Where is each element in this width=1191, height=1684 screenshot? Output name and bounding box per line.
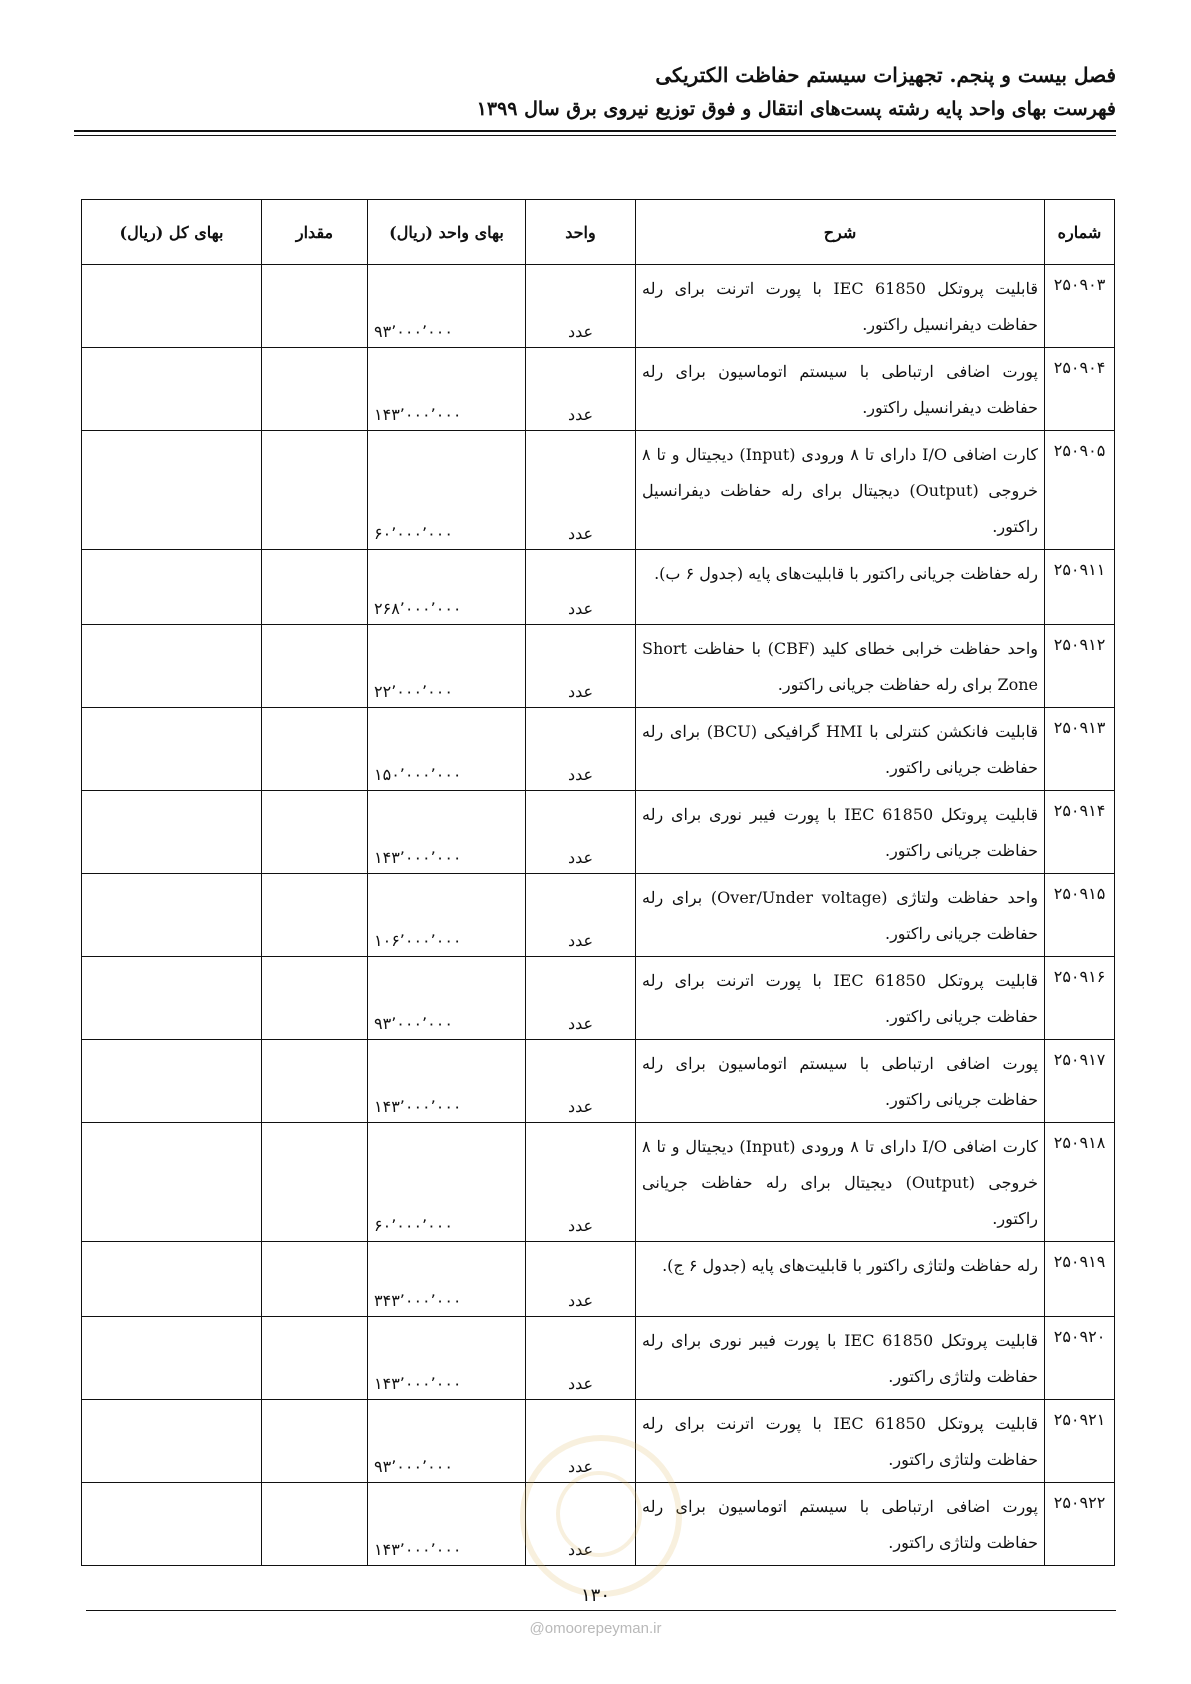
item-code: ۲۵۰۹۰۳: [1045, 265, 1115, 348]
item-quantity: [262, 957, 368, 1040]
item-quantity: [262, 1242, 368, 1317]
item-total-price: [82, 625, 262, 708]
column-header-description: شرح: [636, 200, 1045, 265]
table-row: [82, 431, 1115, 550]
item-description: قابلیت پروتکل IEC 61850 با پورت اترنت برای رله حفاظت ولتاژی راکتور.: [636, 1400, 1045, 1483]
item-quantity: [262, 625, 368, 708]
item-code: ۲۵۰۹۱۸: [1045, 1123, 1115, 1242]
item-unit-price: ۱۰۶٬۰۰۰٬۰۰۰: [368, 874, 526, 957]
item-total-price: [82, 791, 262, 874]
watermark-seal-icon: [520, 1435, 682, 1597]
item-unit: عدد: [526, 550, 636, 625]
item-unit: عدد: [526, 874, 636, 957]
item-description: واحد حفاظت ولتاژی (Over/Under voltage) برای رله حفاظت جریانی راکتور.: [636, 874, 1045, 957]
item-code: ۲۵۰۹۱۵: [1045, 874, 1115, 957]
item-code: ۲۵۰۹۱۲: [1045, 625, 1115, 708]
item-quantity: [262, 708, 368, 791]
item-code: ۲۵۰۹۱۷: [1045, 1040, 1115, 1123]
item-unit: عدد: [526, 1317, 636, 1400]
item-unit-price: ۱۴۳٬۰۰۰٬۰۰۰: [368, 348, 526, 431]
item-quantity: [262, 874, 368, 957]
item-quantity: [262, 1123, 368, 1242]
column-header-code: شماره: [1045, 200, 1115, 265]
table-row: [82, 265, 1115, 348]
item-unit-price: ۱۴۳٬۰۰۰٬۰۰۰: [368, 1317, 526, 1400]
item-description: رله حفاظت ولتاژی راکتور با قابلیت‌های پایه (جدول ۶ ج).: [636, 1242, 1045, 1317]
page-header: [74, 58, 1116, 126]
item-unit-price: ۲۶۸٬۰۰۰٬۰۰۰: [368, 550, 526, 625]
item-unit-price: ۳۴۳٬۰۰۰٬۰۰۰: [368, 1242, 526, 1317]
item-code: ۲۵۰۹۱۶: [1045, 957, 1115, 1040]
item-unit: عدد: [526, 625, 636, 708]
column-header-unit-price: بهای واحد (ریال): [368, 200, 526, 265]
column-header-quantity: مقدار: [262, 200, 368, 265]
item-unit: عدد: [526, 1123, 636, 1242]
table-row: [82, 957, 1115, 1040]
header-rule-thick: [74, 130, 1116, 132]
column-header-unit: واحد: [526, 200, 636, 265]
item-description: پورت اضافی ارتباطی با سیستم اتوماسیون برای رله حفاظت جریانی راکتور.: [636, 1040, 1045, 1123]
item-quantity: [262, 348, 368, 431]
item-description: پورت اضافی ارتباطی با سیستم اتوماسیون برای رله حفاظت دیفرانسیل راکتور.: [636, 348, 1045, 431]
item-unit-price: ۹۳٬۰۰۰٬۰۰۰: [368, 1400, 526, 1483]
item-unit-price: ۱۴۳٬۰۰۰٬۰۰۰: [368, 1040, 526, 1123]
item-total-price: [82, 1123, 262, 1242]
item-description: قابلیت پروتکل IEC 61850 با پورت اترنت برای رله حفاظت جریانی راکتور.: [636, 957, 1045, 1040]
page-number: ۱۳۰: [580, 1585, 610, 1606]
item-unit: عدد: [526, 791, 636, 874]
item-total-price: [82, 708, 262, 791]
item-unit: عدد: [526, 431, 636, 550]
item-unit-price: ۲۲٬۰۰۰٬۰۰۰: [368, 625, 526, 708]
table-row: [82, 550, 1115, 625]
item-quantity: [262, 265, 368, 348]
column-header-total-price: بهای کل (ریال): [82, 200, 262, 265]
item-code: ۲۵۰۹۰۴: [1045, 348, 1115, 431]
item-unit-price: ۶۰٬۰۰۰٬۰۰۰: [368, 431, 526, 550]
document-title: فهرست بهای واحد پایه رشته پست‌های انتقال و فوق توزیع نیروی برق سال ۱۳۹۹: [476, 98, 1116, 120]
item-total-price: [82, 1317, 262, 1400]
watermark-seal-inner: [556, 1471, 642, 1557]
item-description: پورت اضافی ارتباطی با سیستم اتوماسیون برای رله حفاظت ولتاژی راکتور.: [636, 1483, 1045, 1566]
table-row: [82, 708, 1115, 791]
item-unit: عدد: [526, 265, 636, 348]
item-code: ۲۵۰۹۱۴: [1045, 791, 1115, 874]
item-unit-price: ۹۳٬۰۰۰٬۰۰۰: [368, 265, 526, 348]
item-code: ۲۵۰۹۲۱: [1045, 1400, 1115, 1483]
item-description: قابلیت پروتکل IEC 61850 با پورت اترنت برای رله حفاظت دیفرانسیل راکتور.: [636, 265, 1045, 348]
item-total-price: [82, 1040, 262, 1123]
item-quantity: [262, 1400, 368, 1483]
item-unit: عدد: [526, 1483, 636, 1566]
item-description: کارت اضافی I/O دارای تا ۸ ورودی (Input) دیجیتال و تا ۸ خروجی (Output) دیجیتال برای رله حفاظت جریانی راکتور.: [636, 1123, 1045, 1242]
item-total-price: [82, 265, 262, 348]
item-code: ۲۵۰۹۱۱: [1045, 550, 1115, 625]
item-code: ۲۵۰۹۱۹: [1045, 1242, 1115, 1317]
item-unit-price: ۶۰٬۰۰۰٬۰۰۰: [368, 1123, 526, 1242]
item-description: واحد حفاظت خرابی خطای کلید (CBF) با حفاظت Short Zone برای رله حفاظت جریانی راکتور.: [636, 625, 1045, 708]
item-description: قابلیت فانکشن کنترلی با HMI گرافیکی (BCU) برای رله حفاظت جریانی راکتور.: [636, 708, 1045, 791]
item-unit: عدد: [526, 1040, 636, 1123]
item-code: ۲۵۰۹۲۰: [1045, 1317, 1115, 1400]
item-description: کارت اضافی I/O دارای تا ۸ ورودی (Input) دیجیتال و تا ۸ خروجی (Output) دیجیتال برای رله حفاظت دیفرانسیل راکتور.: [636, 431, 1045, 550]
website-watermark: @omoorepeyman.ir: [529, 1620, 662, 1637]
item-code: ۲۵۰۹۰۵: [1045, 431, 1115, 550]
item-unit-price: ۱۵۰٬۰۰۰٬۰۰۰: [368, 708, 526, 791]
item-unit: عدد: [526, 348, 636, 431]
table-row: [82, 1317, 1115, 1400]
item-quantity: [262, 550, 368, 625]
header-rule-thin: [74, 135, 1116, 136]
item-unit-price: ۱۴۳٬۰۰۰٬۰۰۰: [368, 1483, 526, 1566]
item-quantity: [262, 431, 368, 550]
table-row: [82, 1040, 1115, 1123]
item-total-price: [82, 348, 262, 431]
item-total-price: [82, 1242, 262, 1317]
item-description: قابلیت پروتکل IEC 61850 با پورت فیبر نوری برای رله حفاظت جریانی راکتور.: [636, 791, 1045, 874]
table-row: [82, 874, 1115, 957]
item-total-price: [82, 1400, 262, 1483]
footer-rule: [86, 1610, 1116, 1611]
item-unit-price: ۹۳٬۰۰۰٬۰۰۰: [368, 957, 526, 1040]
item-quantity: [262, 1317, 368, 1400]
item-total-price: [82, 1483, 262, 1566]
item-unit: عدد: [526, 957, 636, 1040]
item-description: رله حفاظت جریانی راکتور با قابلیت‌های پایه (جدول ۶ ب).: [636, 550, 1045, 625]
item-unit: عدد: [526, 1242, 636, 1317]
table-header-row: [82, 200, 1115, 265]
item-total-price: [82, 957, 262, 1040]
price-table: [81, 199, 1115, 1566]
table-row: [82, 1123, 1115, 1242]
table-row: [82, 1242, 1115, 1317]
item-total-price: [82, 874, 262, 957]
item-total-price: [82, 431, 262, 550]
item-unit: عدد: [526, 708, 636, 791]
table-row: [82, 348, 1115, 431]
item-code: ۲۵۰۹۲۲: [1045, 1483, 1115, 1566]
item-quantity: [262, 1483, 368, 1566]
item-quantity: [262, 791, 368, 874]
item-description: قابلیت پروتکل IEC 61850 با پورت فیبر نوری برای رله حفاظت ولتاژی راکتور.: [636, 1317, 1045, 1400]
item-quantity: [262, 1040, 368, 1123]
item-total-price: [82, 550, 262, 625]
table-row: [82, 791, 1115, 874]
table-row: [82, 625, 1115, 708]
item-unit-price: ۱۴۳٬۰۰۰٬۰۰۰: [368, 791, 526, 874]
item-code: ۲۵۰۹۱۳: [1045, 708, 1115, 791]
item-unit: عدد: [526, 1400, 636, 1483]
chapter-title: فصل بیست و پنجم. تجهیزات سیستم حفاظت الکتریکی: [655, 63, 1116, 87]
